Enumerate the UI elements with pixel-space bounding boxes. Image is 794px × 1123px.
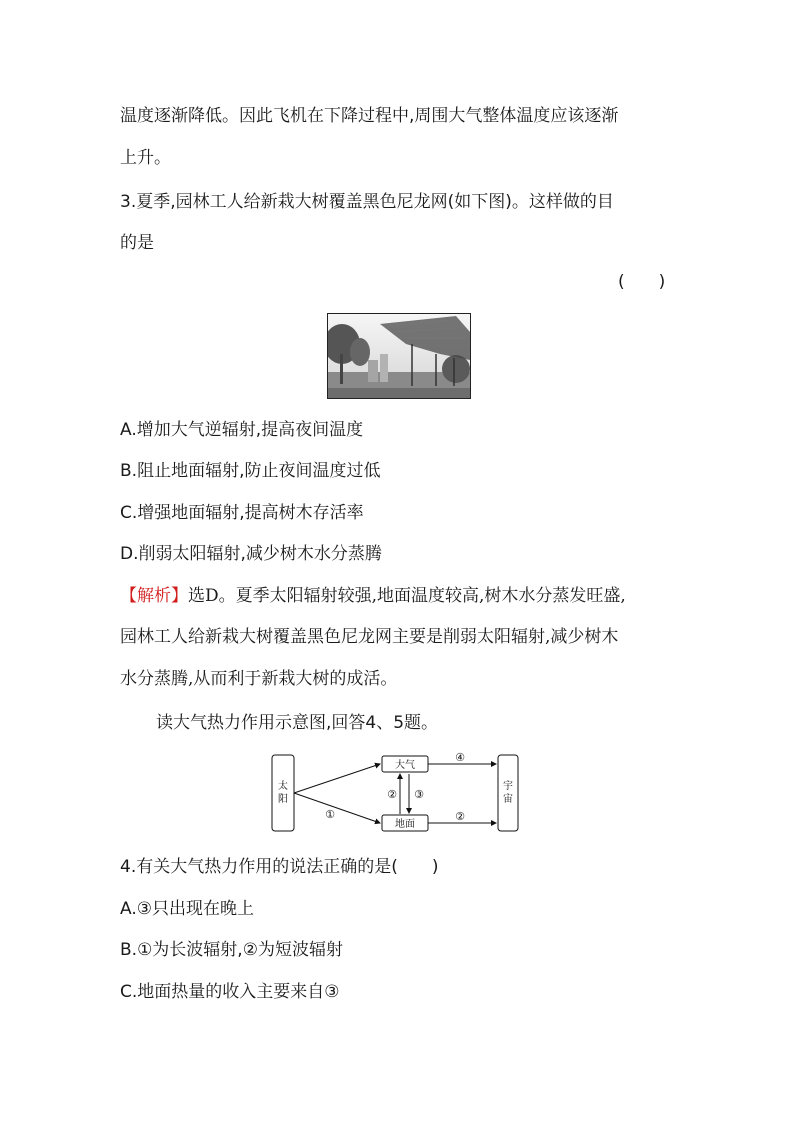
sun-box <box>272 755 294 831</box>
question-4-option-a: A.③只出现在晚上 <box>120 899 254 919</box>
label-2-right: ② <box>455 810 465 823</box>
label-1: ① <box>325 808 335 821</box>
arrow-sun-to-ground <box>294 793 380 823</box>
sun-label-1: 太 <box>278 781 288 792</box>
explanation-tag: 【解析】 <box>120 586 188 606</box>
question-4: 4.有关大气热力作用的说法正确的是( ) <box>120 857 439 877</box>
question-4-option-c: C.地面热量的收入主要来自③ <box>120 982 340 1002</box>
label-3: ③ <box>414 788 424 801</box>
text-line: 上升。 <box>120 148 171 168</box>
atmosphere-heat-diagram <box>270 752 520 834</box>
diagram-svg <box>270 752 520 834</box>
space-label-2: 宙 <box>503 794 513 805</box>
explanation-text: 选D。夏季太阳辐射较强,地面温度较高,树木水分蒸发旺盛, <box>188 586 626 606</box>
reading-intro: 读大气热力作用示意图,回答4、5题。 <box>156 713 439 733</box>
option-b: B.阻止地面辐射,防止夜间温度过低 <box>120 461 381 481</box>
explanation-line-2: 园林工人给新栽大树覆盖黑色尼龙网主要是削弱太阳辐射,减少树木 <box>120 627 619 647</box>
option-d: D.削弱太阳辐射,减少树木水分蒸腾 <box>120 544 382 564</box>
label-2-left: ② <box>387 788 397 801</box>
photo-illustration <box>328 314 470 398</box>
text-line: 温度逐渐降低。因此飞机在下降过程中,周围大气整体温度应该逐渐 <box>120 106 619 126</box>
question-3-line-1: 3.夏季,园林工人给新栽大树覆盖黑色尼龙网(如下图)。这样做的目 <box>120 192 614 212</box>
option-c: C.增强地面辐射,提高树木存活率 <box>120 503 364 523</box>
space-label-1: 宇 <box>503 781 513 792</box>
nylon-net-photo <box>327 313 471 399</box>
option-a: A.增加大气逆辐射,提高夜间温度 <box>120 420 364 440</box>
space-box <box>498 755 518 831</box>
question-4-option-b: B.①为长波辐射,②为短波辐射 <box>120 940 343 960</box>
ground-label: 地面 <box>395 819 415 830</box>
question-3-line-2: 的是 <box>120 233 154 253</box>
answer-parentheses: ( ) <box>618 272 666 292</box>
atmosphere-label: 大气 <box>395 760 415 771</box>
explanation-line-1 <box>120 584 626 608</box>
label-4: ④ <box>455 752 465 764</box>
sun-label-2: 阳 <box>278 794 288 805</box>
explanation-line-3: 水分蒸腾,从而利于新栽大树的成活。 <box>120 669 398 689</box>
arrow-sun-to-atmosphere <box>294 764 380 793</box>
